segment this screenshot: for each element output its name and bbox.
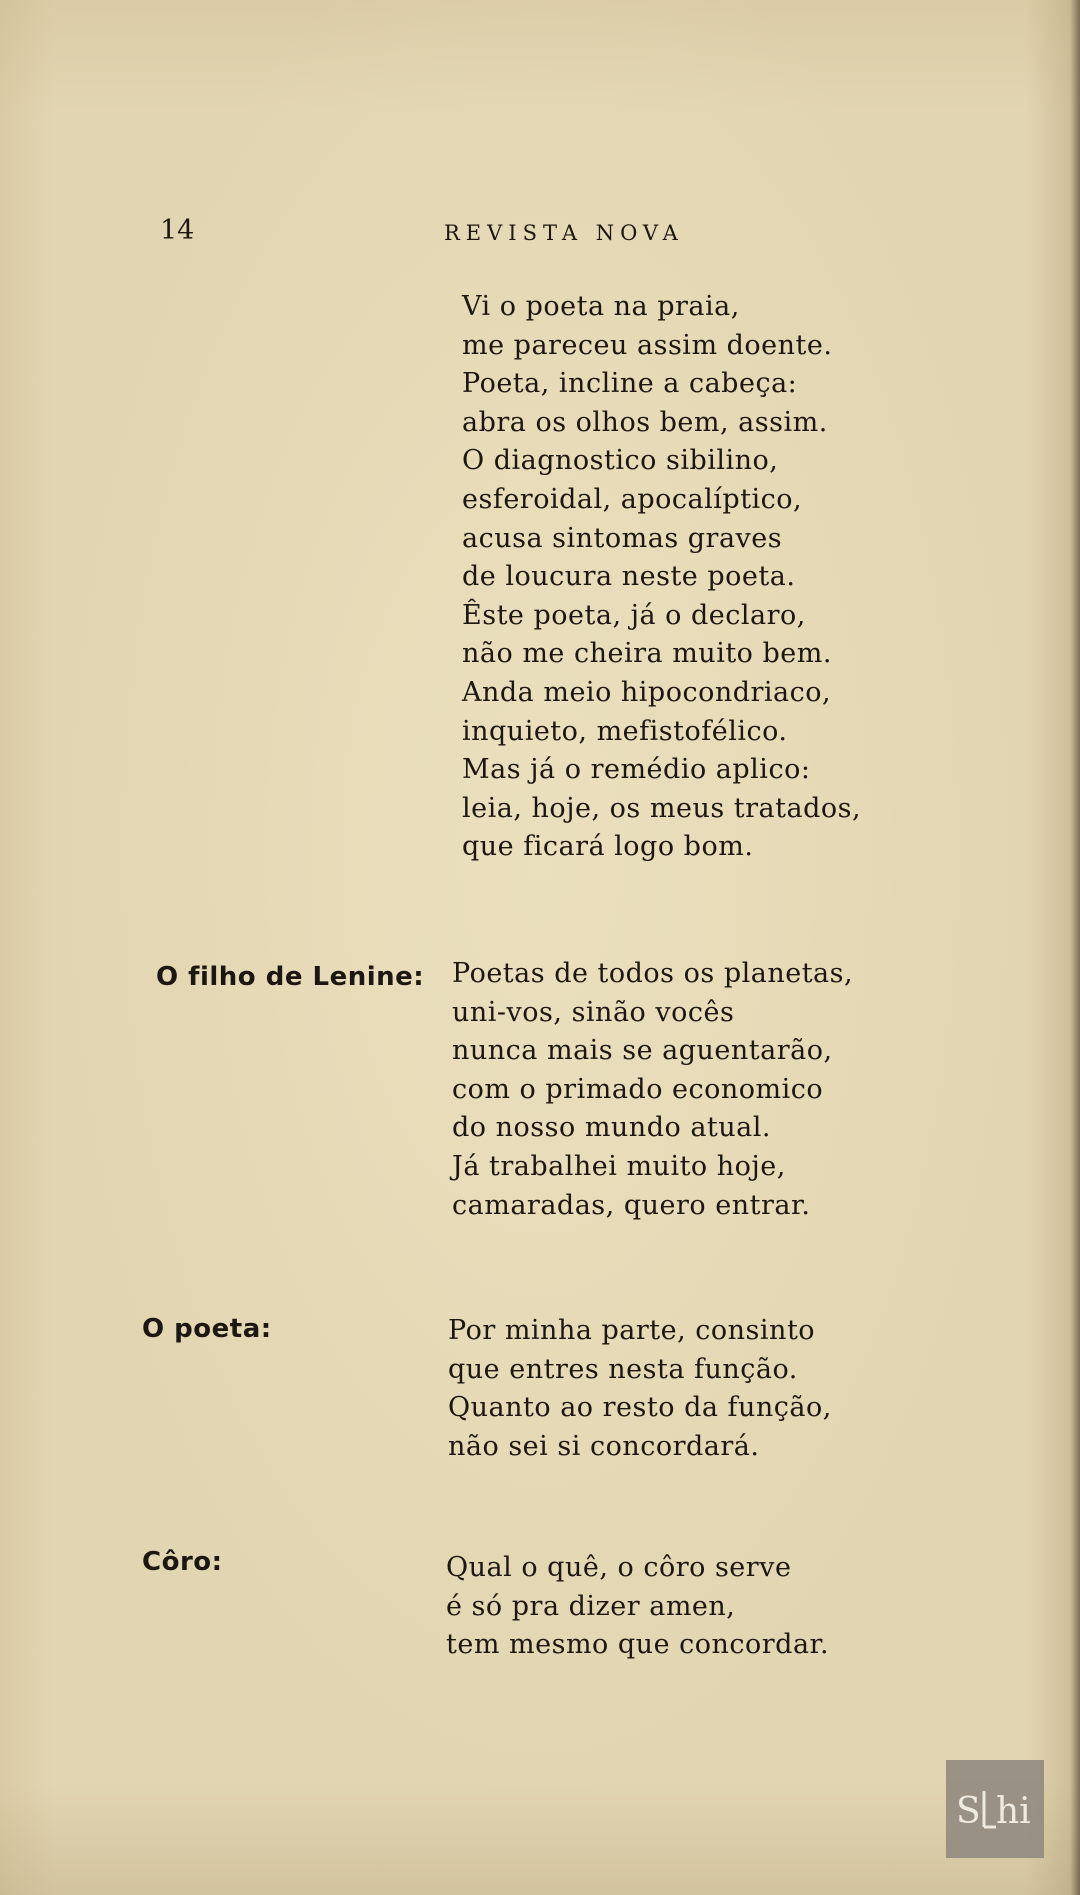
speaker-label: Côro: — [142, 1547, 223, 1577]
verse-line: do nosso mundo atual. — [452, 1112, 771, 1144]
watermark-logo — [946, 1760, 1044, 1858]
speaker-label: O poeta: — [142, 1314, 272, 1344]
svg-text:hi: hi — [996, 1791, 1031, 1832]
verse-line: Por minha parte, consinto — [448, 1315, 816, 1346]
page-edge-shadow — [1070, 0, 1080, 1895]
verse-line: Já trabalhei muito hoje, — [452, 1150, 786, 1182]
verse-line: Vi o poeta na praia, — [462, 291, 740, 322]
verse-line: Anda meio hipocondriaco, — [462, 676, 832, 708]
watermark-logo-icon — [950, 1779, 1040, 1839]
opening-stanza — [462, 288, 861, 867]
verse-line: que ficará logo bom. — [462, 831, 754, 863]
verse-line: uni-vos, sinão vocês — [452, 996, 735, 1028]
verse-line: que entres nesta função. — [448, 1353, 798, 1385]
verse-line: com o primado economico — [452, 1073, 824, 1105]
verse-line: Mas já o remédio aplico: — [462, 754, 811, 786]
verse-line: Poeta, incline a cabeça: — [462, 368, 798, 400]
verse-line: camaradas, quero entrar. — [452, 1189, 811, 1221]
verse-line: tem mesmo que concordar. — [446, 1629, 830, 1661]
verse-line: abra os olhos bem, assim. — [462, 406, 828, 438]
running-title: REVISTA NOVA — [444, 221, 684, 245]
verse-line: Poetas de todos os planetas, — [452, 958, 854, 989]
speaker-label: O filho de Lenine: — [156, 962, 425, 992]
page-number: 14 — [160, 215, 195, 246]
verse-line: é só pra dizer amen, — [446, 1590, 736, 1622]
verse-line: inquieto, mefistofélico. — [462, 715, 788, 747]
verse-line: me pareceu assim doente. — [462, 329, 833, 361]
verse-line: acusa sintomas graves — [462, 522, 783, 554]
svg-text:S: S — [956, 1791, 981, 1832]
verse-line: Êste poeta, já o declaro, — [462, 599, 806, 631]
verse-line: Quanto ao resto da função, — [448, 1392, 832, 1424]
verse-line: O diagnostico sibilino, — [462, 445, 779, 477]
verse-line: não me cheira muito bem. — [462, 638, 832, 670]
verse-line: nunca mais se aguentarão, — [452, 1035, 833, 1067]
speaker-stanza — [448, 1312, 832, 1466]
verse-line: não sei si concordará. — [448, 1430, 760, 1462]
speaker-stanza — [452, 955, 853, 1225]
verse-line: de loucura neste poeta. — [462, 561, 796, 593]
speaker-stanza — [446, 1549, 829, 1665]
verse-line: Qual o quê, o côro serve — [446, 1552, 792, 1583]
verse-line: esferoidal, apocalíptico, — [462, 483, 803, 515]
verse-line: leia, hoje, os meus tratados, — [462, 792, 862, 824]
